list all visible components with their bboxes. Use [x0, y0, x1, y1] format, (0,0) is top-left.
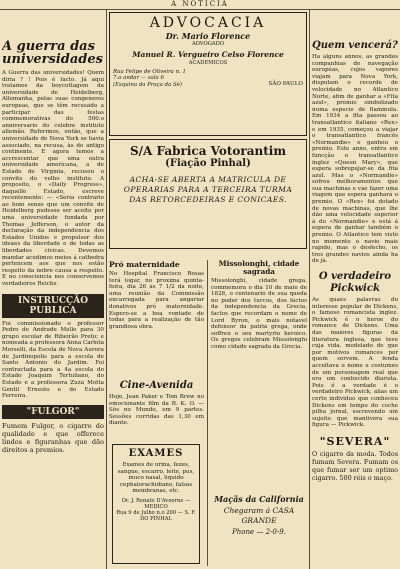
masthead: A NOTICIA	[0, 0, 400, 10]
maternidade-body: No Hospital Francisco Rosas terá logar, no proxima quinta-feira, dia 26 as 7 1/2 da noite, uma reunião da Commissão encarregada para angariar donativos pró maternidade. Espero-se a boa vontade de todas para a realização de tão grandiosa obra.	[109, 271, 204, 330]
maternidade-article	[109, 260, 204, 395]
macas-body: Chegaram á CASA GRANDE	[223, 506, 295, 525]
advocacia-box	[109, 12, 307, 136]
missolonghi-article	[211, 260, 307, 435]
advocacia-role1: ADVOGADO	[191, 41, 225, 47]
column-rule	[106, 10, 107, 569]
advocacia-addr3: (Esquina da Praça da Sé)	[113, 81, 182, 88]
fabrica-title: S/A Fabrica Votorantim	[129, 144, 287, 158]
inner-rule	[207, 260, 208, 566]
advocacia-name2: Manuel R. Vergueiro Celso Florence	[132, 50, 284, 59]
advocacia-name1: Dr. Mario Florence	[165, 31, 251, 41]
macas-article	[211, 494, 307, 564]
instrucao-body: Foi commissionado o professor Pedro de Andrade Mello para 30 grupo escolar de Ribeirão Preto; e nomeada a professora Anna Carlota Morselli, da Escola de Nova Aurora de Jardinopolis para a escola de Santo Antonio do Jardim. Foi contractada para a 4a escola do Estado Joaquim Tertuliano, do Estado e a professora Zuza Motta Gentil Ernesto e do Estado Ferreira.	[2, 320, 104, 400]
right-column	[312, 12, 398, 567]
advocacia-role2: ACADEMICOS	[188, 60, 228, 66]
fabrica-text: ACHA-SE ABERTA A MATRICULA DE OPERARIAS PARA A TERCEIRA TURMA DAS RETORCEDEIRAS E CONICAES.	[123, 175, 293, 204]
cinema-body: Hoje, Jean Paker e Tom Brew no emocionante film da R. K. O. — Sós no Mundo, em 9 partes. Sessões corridas das 1,30 em diante.	[109, 394, 204, 427]
macas-phone: Phone — 2-0-9.	[232, 528, 286, 536]
cinema-article	[109, 380, 204, 438]
exames-title: EXAMES	[128, 448, 184, 459]
fulgor-body: Fumem Fulgor, o cigarro do qualidade e que offerece lindos e figuranhas que dão direitos a premios.	[2, 421, 104, 454]
guerra-title: A guerra das universidades	[2, 39, 103, 67]
missolonghi-title: Missolonghi, cidade sagrada	[218, 260, 300, 276]
exames-doctor: Dr. J. Renato D'Avoerne — MEDICO	[121, 497, 191, 510]
left-column	[2, 12, 104, 567]
fabrica-subtitle: (Fiação Pinhal)	[165, 158, 251, 169]
cinema-title: Cine-Avenida	[119, 380, 194, 391]
pickwick-title: O verdadeiro Pickwick	[318, 271, 392, 294]
guerra-body: A Guerra das universidades! Quem diria ? ! Pois é facto. Já aqui tratamos da boycottagem da universidade de Heidelberg, Allemanha, pelas suas congeneres europeas, que se têm recusado a participar das festas commemorativas do 500.o anniversario do celebre instituto allemão. Referimos, então, que a universidade de Nova York se havia associado, na recusa, às do antigo continente. E agora temos a accrescentar que uma outra universidade americana, a de Estado de Virginia, recusou o convite do velho instituto. A proposito, o «Daily Progress», daquelle Estado, escreve recentemente: — «Seria contrario ao bom senso que um convite de Heidelberg pudesse ser aceito por uma universidade fundada por Thomas Jefferson, o autor da declaração da independencia dos Estados Unidos e propulsor dos ideaes da liberdade e de todas as liberdades civicas. Devemos mandar acudimos meios á cathedra pertencem aos que nos estão respeito da nobre causa a respeito. E no consciencia nos conservemos verdadeiros Reichs.	[2, 70, 104, 287]
fabrica-box	[109, 139, 307, 249]
quem-body: Ha alguns annos, as grandes companhias de navegação européas, cujos vapores viajam para Nova York, disputam o recorde de velocidade no Atlantico Norte, afim de ganhar a «Fita azul», premio simbolizado numa especie de flammula. Em 1934 a fita passou ao transatlantico italiano «Rex» e em 1935, começou a viajar o transatlantico francês «Normandie» e ganhou o premio. Este anno, entra em funcção o transatlantico inglez «Queen Mary», que espera sobrepujar-se da fita azul. Mas o «Normandie» sofreu melhoramentos que sua machinas e vae fazer uma viagem que espera ganhará o premio. O «Rex» foi dotado de novas machinas, que lhe dão uma velocidade superior á do «Normandie» e está á espera de ganhar também o premio. O Atlantico tem visto no momento o navio mais rapido, mas o desfecho, os tres grandes navios ainda ha de jà.	[312, 54, 398, 265]
advocacia-title: ADVOCACIA	[149, 15, 267, 31]
severa-body: O cigarro da moda. Todos fumam Severa. Fumam os que fumar ser um optimo cigarro. 500 réis o maço.	[312, 449, 398, 482]
macas-title: Maçãs da California	[214, 494, 304, 504]
exames-box	[112, 444, 200, 564]
column-rule	[309, 10, 310, 569]
advocacia-addr1: Rua Felipe de Oliveira n. 1	[113, 69, 186, 75]
severa-title: "SEVERA"	[319, 434, 391, 448]
advocacia-city: SÃO PAULO	[268, 81, 303, 88]
maternidade-title: Pró maternidade	[109, 260, 180, 269]
quem-title: Quem vencerá?	[312, 40, 398, 51]
pickwick-body: As quaes palavras do interesse popular de Dickens, o famoso romancista inglez. Pickwick é o heroe do romance de Dickens. Uma das maiores figuras da literatura inglesa, que teve cuja vida, modelado de que por motivos romances por quem servem. A fenda acceitava o nome e costumes de um personagem real que era um conhecido diarista. Pois é a verdade é o verdadeiro Pickwick, alias um certo individuo que conheceu Dickens em tempo do coche pilha jornal, escrevendo um sujeito que mantivera sua figura — Pickwick.	[312, 297, 398, 429]
exames-addr: Rua 9 de Julho n.o 200 — S. F. DO PINHAL	[116, 509, 196, 522]
exames-body: Exames de urina, fezes, sangue, escarro, leite, pus, muco nasal, liquido cephalorachidiano, falsas membranas, etc.	[117, 462, 195, 495]
missolonghi-body: Missolonghi, cidade grega, commemora o dia 10 de maio de 1826, o centenario de sua queda no poder dos turcos, dos factos da independencia da Grecia, factos que recordam o nome de Lord Byron, o mais notavel defensor da patria grega, onde soffreu o seu martyrio heroico. Os gregos celebram Missolonghi como cidade sagrada da Grecia.	[211, 278, 307, 350]
advocacia-addr2: 7.o andar — sala 6	[113, 75, 164, 82]
middle-column	[109, 12, 307, 567]
fulgor-title: "FULGOR"	[2, 405, 104, 419]
instrucao-title: INSTRUCÇÃO PUBLICA	[2, 294, 104, 318]
